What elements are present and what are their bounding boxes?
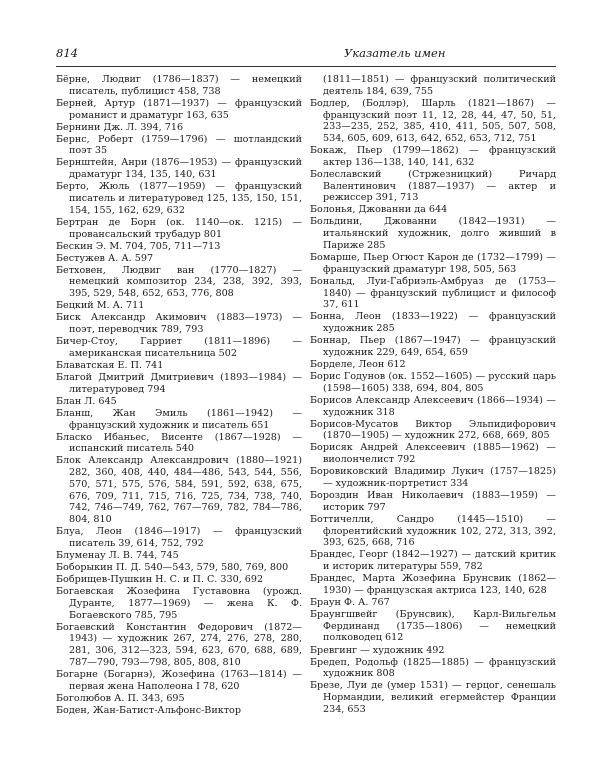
- index-entry: Бичер-Стоу, Гарриет (1811—1896) — американская писательница 502: [56, 336, 302, 359]
- index-entry: Бецкий М. А. 711: [56, 300, 145, 312]
- index-entry: Борисов-Мусатов Виктор Эльпидифорович (1870—1905) — художник 272, 668, 669, 805: [310, 418, 556, 442]
- index-entry: Боннар, Пьер (1867—1947) — французский художник 229, 649, 654, 659: [310, 335, 556, 358]
- index-entry: Боголюбов А. П. 343, 695: [56, 692, 185, 704]
- index-entry: Больдини, Джованни (1842—1931) — итальянский художник, долго живший в Париже 285: [310, 216, 556, 251]
- index-entry: Богарне (Богарнэ), Жозефина (1763—1814) — первая жена Наполеона I 78, 620: [56, 668, 302, 692]
- index-column-right: [310, 74, 556, 716]
- header-rule: [56, 66, 556, 67]
- index-entry: Бодлер, (Бодлэр), Шарль (1821—1867) — французский поэт 11, 12, 28, 44, 47, 50, 51, 233—235, 252, 385, 410, 411, 505, 507, 508, 534, 605, 609, 613, 642, 652, 653, 712, 751: [310, 97, 556, 145]
- index-entry: Благой Дмитрий Дмитриевич (1893—1984) — литературовед 794: [56, 371, 302, 395]
- index-entry: Борисяк Андрей Алексеевич (1885—1962) — виолончелист 792: [310, 442, 556, 466]
- index-entry: Бестужев А. А. 597: [56, 252, 154, 264]
- index-entry: Браунгшвейг (Брунсвик), Карл-Вильгельм Фердинанд (1735—1806) — немецкий полководец 612: [310, 608, 556, 644]
- index-entry: Боттичелли, Сандро (1445—1510) — флорентийский художник 102, 272, 313, 392, 393, 625, 668, 716: [310, 513, 556, 549]
- index-entry: Бескин Э. М. 704, 705, 711—713: [56, 240, 221, 252]
- index-entry: Борисов Александр Алексеевич (1866—1934) — художник 318: [310, 394, 556, 418]
- index-entry: Бобрищев-Пушкин Н. С. и П. С. 330, 692: [56, 574, 264, 586]
- index-entry: Болонья, Джованни да 644: [310, 204, 448, 216]
- index-entry: Бомарше, Пьер Огюст Карон де (1732—1799) — французский драматург 198, 505, 563: [310, 252, 556, 275]
- index-entry: Брандес, Георг (1842—1927) — датский критик и историк литературы 559, 782: [310, 549, 556, 573]
- index-entry: Богаевская Жозефина Густавовна (урожд. Дуранте, 1877—1969) — жена К. Ф. Богаевского 785, 795: [56, 586, 302, 621]
- index-entry: Блуменау Л. В. 744, 745: [56, 549, 179, 561]
- page-title: Указатель имен: [344, 46, 446, 60]
- index-entry: Бонна, Леон (1833—1922) — французский художник 285: [310, 311, 556, 335]
- index-column-left: [56, 74, 302, 717]
- index-entry: Блок Александр Александрович (1880—1921) 282, 360, 408, 440, 484—486, 543, 544, 556, 570, 571, 575, 576, 584, 591, 592, 638, 675, 676, 709, 711, 715, 716, 725, 734, 738, 740, 742, 746—749, 762, 767—769, 782, 784—786, 804, 810: [56, 455, 302, 526]
- index-entry: Бёрне, Людвиг (1786—1837) — немецкий писатель, публицист 458, 738: [56, 74, 302, 97]
- index-entry: Болеславский (Стржезницкий) Ричард Валентинович (1887—1937) — актер и режиссер 391, 713: [310, 168, 556, 204]
- index-entry: Бернини Дж. Л. 394, 716: [56, 121, 184, 133]
- index-entry: Брандес, Марта Жозефина Брунсвик (1862—1930) — французская актриса 123, 140, 628: [310, 573, 556, 596]
- index-entry: (1811—1851) — французский политический деятель 184, 639, 755: [323, 74, 556, 97]
- index-entry: Брезе, Луи де (умер 1531) — герцог, сенешаль Нормандии, великий егермейстер Франции 234, 653: [310, 680, 556, 715]
- index-entry: Берто, Жюль (1877—1959) — французский писатель и литературовед 125, 135, 150, 151, 154, 155, 162, 629, 632: [56, 181, 302, 216]
- index-entry: Биск Александр Акимович (1883—1973) — поэт, переводчик 789, 793: [56, 312, 302, 336]
- index-entry: Блан Л. 645: [56, 395, 117, 407]
- index-entry: Борделе, Леон 612: [310, 358, 406, 370]
- index-entry: Блаватская Е. П. 741: [56, 359, 164, 371]
- index-entry: Богаевский Константин Федорович (1872—1943) — художник 267, 274, 276, 278, 280, 281, 306, 312—323, 594, 623, 670, 688, 689, 787—790, 793—798, 805, 808, 810: [56, 621, 302, 668]
- index-entry: Берней, Артур (1871—1937) — французский романист и драматург 163, 635: [56, 97, 302, 121]
- index-entry: Боборыкин П. Д. 540—543, 579, 580, 769, 800: [56, 561, 289, 573]
- index-entry: Бокаж, Пьер (1799—1862) — французский актер 136—138, 140, 141, 632: [310, 145, 556, 168]
- index-entry: Бороздин Иван Николаевич (1883—1959) — историк 797: [310, 490, 556, 513]
- page-number: 814: [56, 46, 78, 60]
- index-entry: Боден, Жан-Батист-Альфонс-Виктор: [56, 704, 241, 716]
- index-entry: Борис Годунов (ок. 1552—1605) — русский царь (1598—1605) 338, 694, 804, 805: [310, 371, 556, 394]
- index-entry: Бертран де Борн (ок. 1140—ок. 1215) — провансальский трубадур 801: [56, 216, 302, 240]
- index-entry: Бланш, Жан Эмиль (1861—1942) — французский художник и писатель 651: [56, 407, 302, 431]
- index-entry: Блуа, Леон (1846—1917) — французский писатель 39, 614, 752, 792: [56, 526, 302, 549]
- index-entry: Бласко Ибаньес, Висенте (1867—1928) — испанский писатель 540: [56, 431, 302, 455]
- index-entry: Бревгинг — художник 492: [310, 644, 445, 656]
- index-entry: Браун Ф. А. 767: [310, 596, 390, 608]
- running-header: [56, 46, 556, 64]
- index-entry: Бональд, Луи-Габриэль-Амбруаз де (1753—1840) — французский публицист и философ 37, 611: [310, 275, 556, 311]
- index-entry: Боровиковский Владимир Лукич (1757—1825) — художник-портретист 334: [310, 466, 556, 489]
- index-entry: Бредеп, Родольф (1825—1885) — французский художник 808: [310, 656, 556, 680]
- index-entry: Бернштейн, Анри (1876—1953) — французский драматург 134, 135, 140, 631: [56, 157, 302, 181]
- index-entry: Бернс, Роберт (1759—1796) — шотландский поэт 35: [56, 133, 302, 157]
- index-entry: Бетховен, Людвиг ван (1770—1827) — немецкий композитор 234, 238, 392, 393, 395, 529, 548, 652, 653, 776, 808: [56, 264, 302, 300]
